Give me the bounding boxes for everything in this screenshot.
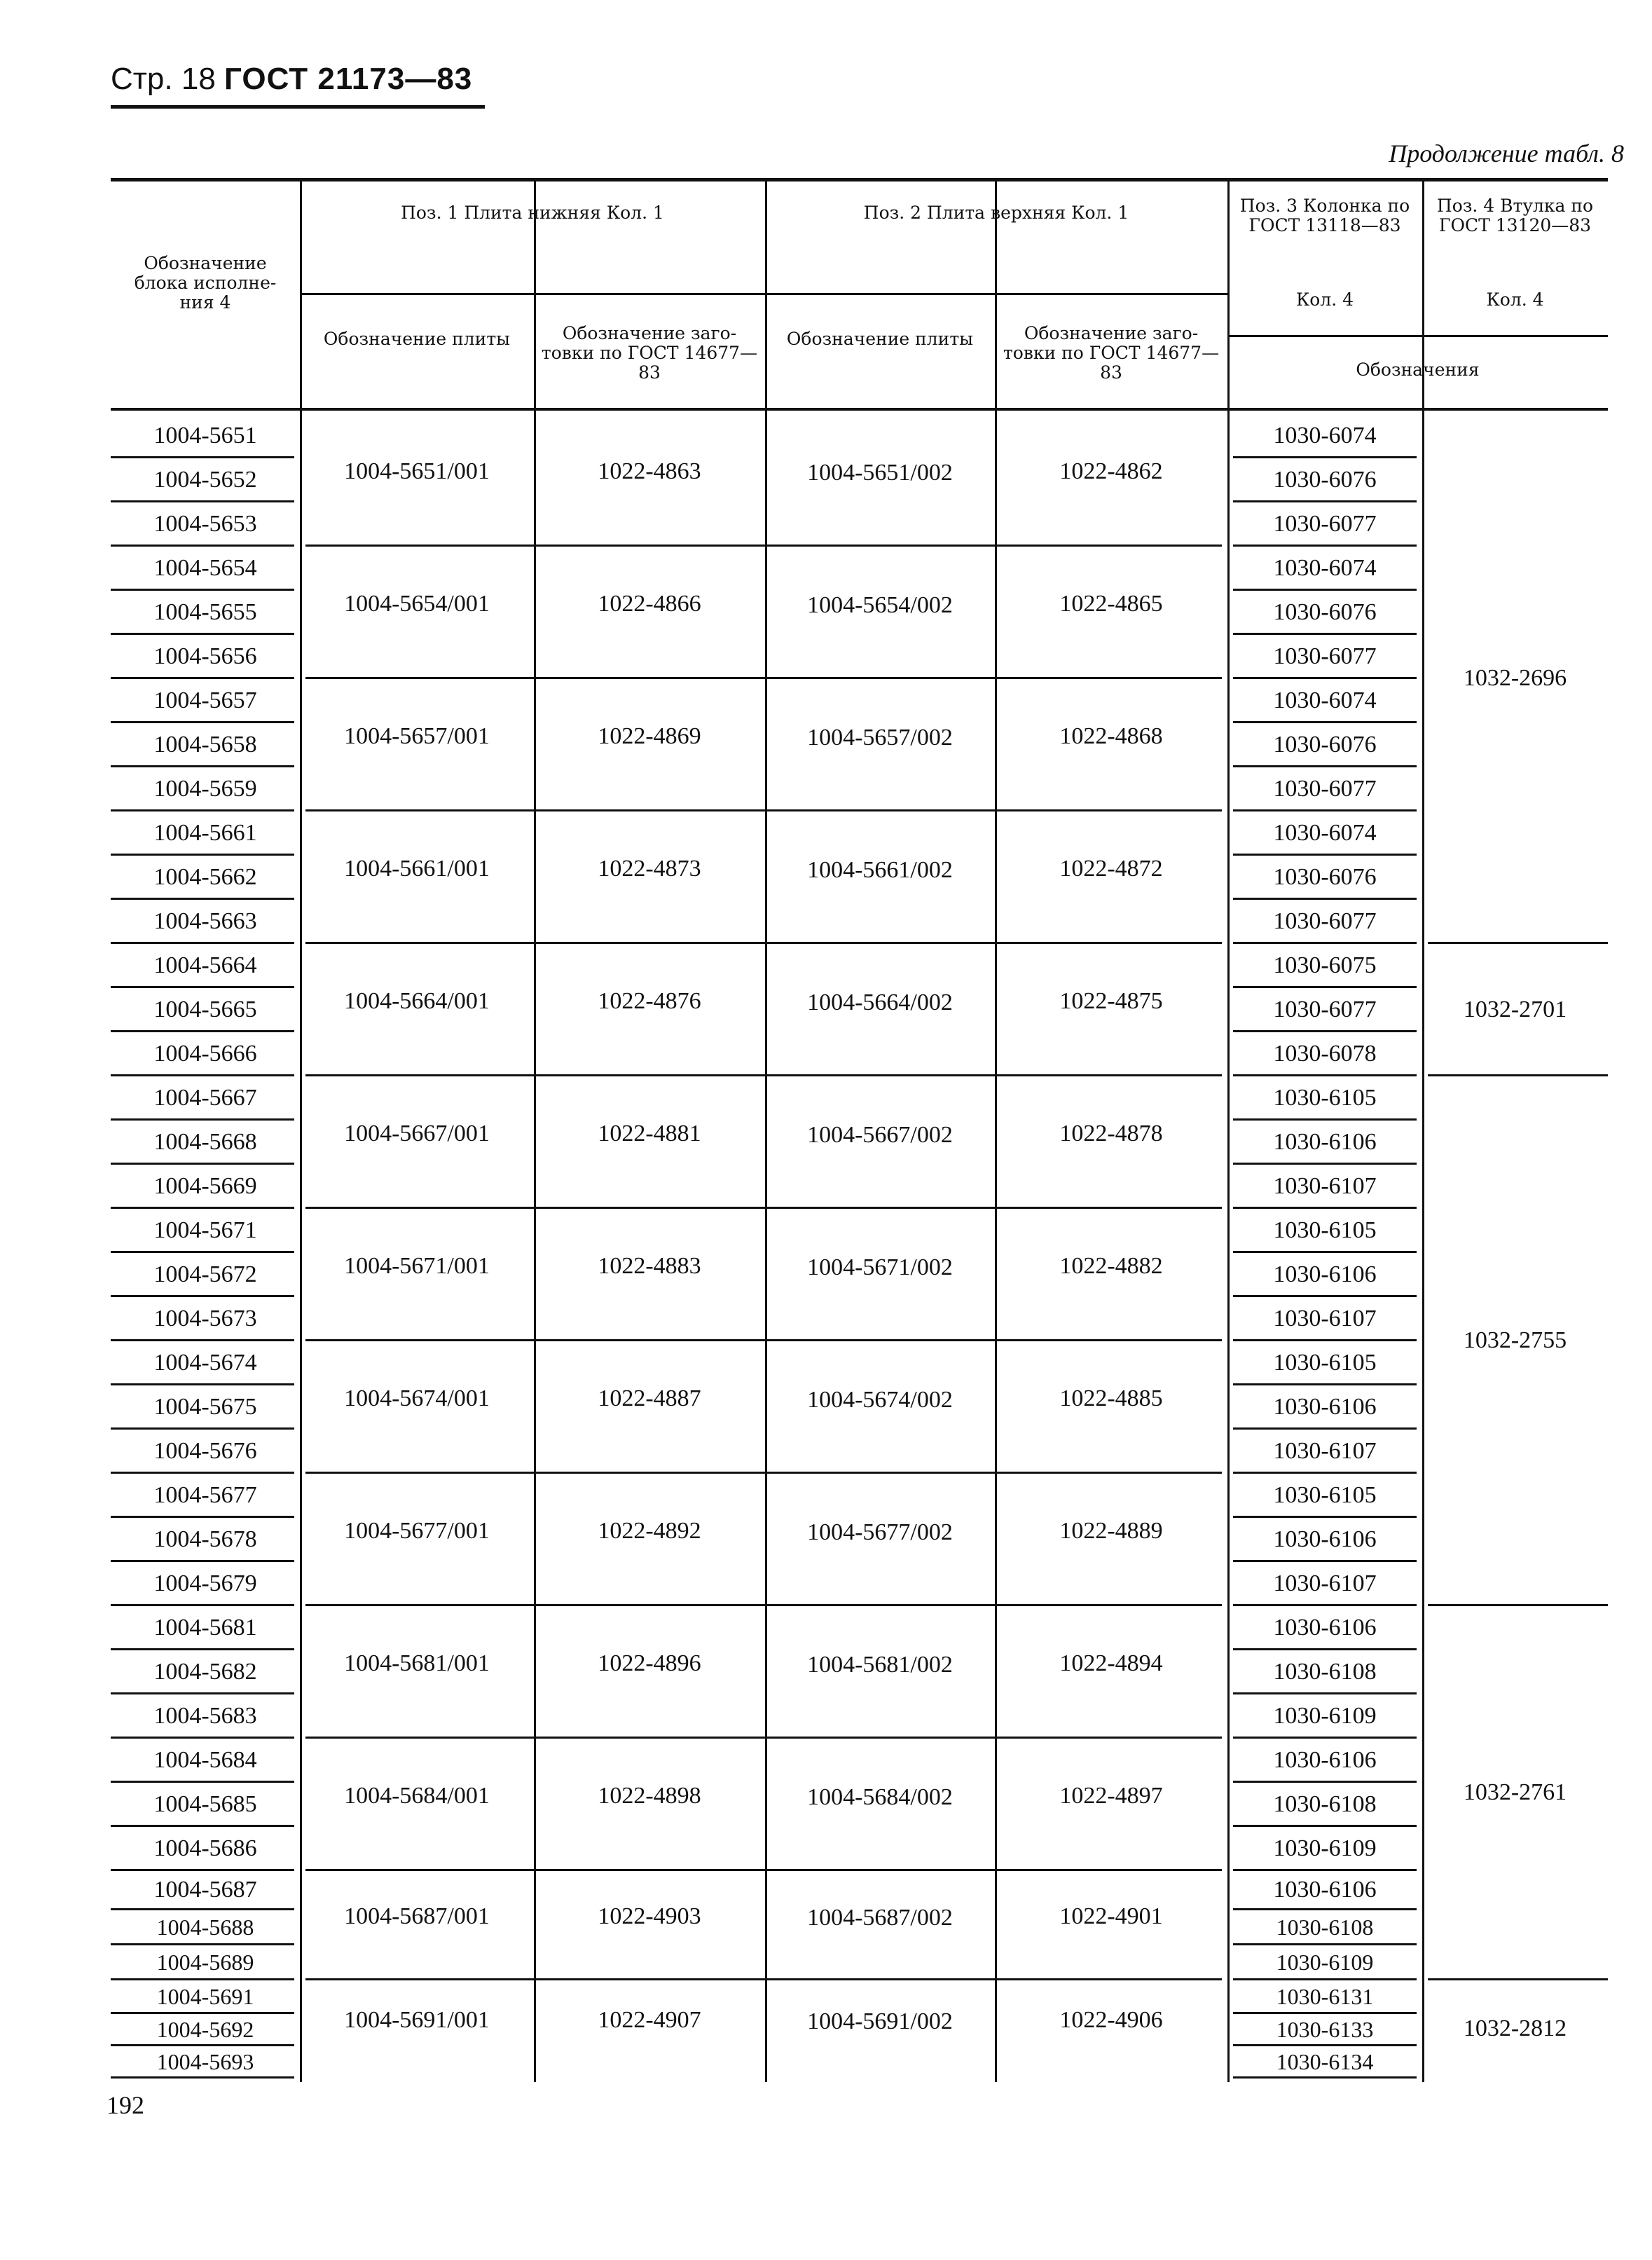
block-designation: 1004-5655 <box>153 598 257 625</box>
block-designation: 1004-5683 <box>153 1702 257 1729</box>
row-rule <box>1233 1781 1417 1783</box>
block-designation: 1004-5686 <box>153 1835 257 1861</box>
row-rule <box>111 942 294 944</box>
header-designations: Обозначения <box>1356 359 1480 380</box>
row-rule <box>111 1692 294 1694</box>
block-designation: 1004-5682 <box>153 1658 257 1685</box>
upper-plate: 1004-5691/002 <box>807 2008 953 2034</box>
lower-blank: 1022-4903 <box>598 1903 701 1929</box>
standard-code: ГОСТ 21173—83 <box>224 62 473 96</box>
row-rule <box>111 589 294 591</box>
row-rule <box>1233 1869 1417 1871</box>
column-designation: 1030-6077 <box>1273 775 1377 802</box>
lower-blank: 1022-4881 <box>598 1120 701 1146</box>
row-rule <box>111 500 294 502</box>
block-designation: 1004-5661 <box>153 819 257 846</box>
lower-blank: 1022-4873 <box>598 855 701 882</box>
column-designation: 1030-6133 <box>1276 2017 1374 2042</box>
upper-blank: 1022-4872 <box>1059 855 1163 882</box>
row-rule <box>1233 1604 1417 1606</box>
column-designation: 1030-6106 <box>1273 1261 1377 1287</box>
row-rule <box>1233 500 1417 502</box>
bushing-rule <box>1428 1978 1608 1980</box>
row-rule <box>1233 721 1417 723</box>
group-rule <box>305 1472 1222 1474</box>
row-rule <box>111 2044 294 2046</box>
row-rule <box>111 677 294 679</box>
block-designation: 1004-5677 <box>153 1481 257 1508</box>
bushing-designation: 1032-2812 <box>1463 2015 1567 2041</box>
block-designation: 1004-5662 <box>153 863 257 890</box>
block-designation: 1004-5669 <box>153 1172 257 1199</box>
row-rule <box>1233 456 1417 458</box>
row-rule <box>111 809 294 811</box>
row-rule <box>111 1383 294 1385</box>
block-designation: 1004-5659 <box>153 775 257 802</box>
group-rule <box>305 677 1222 679</box>
bushing-designation: 1032-2761 <box>1463 1779 1567 1805</box>
lower-plate: 1004-5691/001 <box>344 2007 490 2033</box>
row-rule <box>111 2076 294 2078</box>
block-designation: 1004-5653 <box>153 510 257 537</box>
header-middle-rule <box>300 293 1227 295</box>
row-rule <box>111 1339 294 1341</box>
upper-blank: 1022-4865 <box>1059 590 1163 617</box>
lower-blank: 1022-4866 <box>598 590 701 617</box>
column-designation: 1030-6107 <box>1273 1570 1377 1596</box>
row-rule <box>111 1118 294 1121</box>
row-rule <box>1233 1825 1417 1827</box>
row-rule <box>111 1074 294 1076</box>
upper-plate: 1004-5674/002 <box>807 1386 953 1413</box>
row-rule <box>1233 1295 1417 1297</box>
row-rule <box>1233 589 1417 591</box>
block-designation: 1004-5685 <box>153 1790 257 1817</box>
row-rule <box>1233 1943 1417 1945</box>
row-rule <box>111 1648 294 1650</box>
block-designation: 1004-5656 <box>153 643 257 669</box>
table-top-rule <box>111 178 1608 182</box>
row-rule <box>111 1163 294 1165</box>
header-lower-blank: Обозначение заго- товки по ГОСТ 14677—83 <box>541 323 758 383</box>
bushing-rule <box>1428 942 1608 944</box>
row-rule <box>1233 1472 1417 1474</box>
upper-blank: 1022-4894 <box>1059 1650 1163 1676</box>
group-rule <box>305 1074 1222 1076</box>
row-rule <box>111 1251 294 1253</box>
upper-blank: 1022-4878 <box>1059 1120 1163 1146</box>
row-rule <box>111 1207 294 1209</box>
lower-blank: 1022-4887 <box>598 1385 701 1411</box>
row-rule <box>111 1908 294 1910</box>
block-designation: 1004-5672 <box>153 1261 257 1287</box>
lower-blank: 1022-4869 <box>598 722 701 749</box>
row-rule <box>1233 1074 1417 1076</box>
upper-plate: 1004-5684/002 <box>807 1783 953 1810</box>
column-designation: 1030-6105 <box>1273 1349 1377 1376</box>
column-designation: 1030-6107 <box>1273 1305 1377 1331</box>
upper-plate: 1004-5667/002 <box>807 1121 953 1148</box>
lower-blank: 1022-4892 <box>598 1517 701 1544</box>
group-rule <box>305 1207 1222 1209</box>
row-rule <box>111 1943 294 1945</box>
row-rule <box>111 1781 294 1783</box>
row-rule <box>1233 545 1417 547</box>
column-designation: 1030-6076 <box>1273 731 1377 758</box>
column-designation: 1030-6109 <box>1273 1702 1377 1729</box>
column-designation: 1030-6131 <box>1276 1984 1374 2009</box>
lower-blank: 1022-4883 <box>598 1252 701 1279</box>
row-rule <box>111 1978 294 1980</box>
upper-plate: 1004-5657/002 <box>807 724 953 751</box>
header-pos4-qty: Кол. 4 <box>1486 289 1544 310</box>
row-rule <box>1233 1648 1417 1650</box>
row-rule <box>1233 1163 1417 1165</box>
column-designation: 1030-6108 <box>1273 1790 1377 1817</box>
block-designation: 1004-5665 <box>153 996 257 1022</box>
lower-plate: 1004-5677/001 <box>344 1517 490 1544</box>
upper-plate: 1004-5677/002 <box>807 1519 953 1545</box>
block-designation: 1004-5663 <box>153 908 257 934</box>
row-rule <box>111 1030 294 1032</box>
column-designation: 1030-6076 <box>1273 863 1377 890</box>
column-designation: 1030-6076 <box>1273 598 1377 625</box>
lower-plate: 1004-5664/001 <box>344 987 490 1014</box>
lower-plate: 1004-5657/001 <box>344 722 490 749</box>
page-label: Стр. 18 <box>111 62 216 96</box>
row-rule <box>111 1516 294 1518</box>
lower-plate: 1004-5684/001 <box>344 1782 490 1809</box>
upper-blank: 1022-4875 <box>1059 987 1163 1014</box>
block-designation: 1004-5664 <box>153 952 257 978</box>
bushing-designation: 1032-2701 <box>1463 996 1567 1022</box>
upper-blank: 1022-4901 <box>1059 1903 1163 1929</box>
page-number: 192 <box>106 2091 144 2119</box>
lower-blank: 1022-4876 <box>598 987 701 1014</box>
column-designation: 1030-6076 <box>1273 466 1377 493</box>
row-rule <box>1233 986 1417 988</box>
row-rule <box>1233 1383 1417 1385</box>
upper-blank: 1022-4862 <box>1059 458 1163 484</box>
upper-plate: 1004-5654/002 <box>807 591 953 618</box>
block-designation: 1004-5688 <box>156 1915 254 1940</box>
header-pos1: Поз. 1 Плита нижняя Кол. 1 <box>401 203 664 223</box>
row-rule <box>1233 898 1417 900</box>
block-designation: 1004-5652 <box>153 466 257 493</box>
column-designation: 1030-6107 <box>1273 1437 1377 1464</box>
column-designation: 1030-6074 <box>1273 819 1377 846</box>
header-lower-plate: Обозначение плиты <box>323 329 511 349</box>
column-designation: 1030-6107 <box>1273 1172 1377 1199</box>
lower-blank: 1022-4896 <box>598 1650 701 1676</box>
row-rule <box>111 765 294 767</box>
block-designation: 1004-5673 <box>153 1305 257 1331</box>
row-rule <box>1233 1251 1417 1253</box>
block-designation: 1004-5651 <box>153 422 257 448</box>
column-designation: 1030-6109 <box>1276 1950 1374 1975</box>
column-designation: 1030-6106 <box>1273 1128 1377 1155</box>
lower-plate: 1004-5687/001 <box>344 1903 490 1929</box>
column-designation: 1030-6106 <box>1273 1746 1377 1773</box>
row-rule <box>111 1825 294 1827</box>
column-designation: 1030-6106 <box>1273 1877 1377 1903</box>
column-designation: 1030-6105 <box>1273 1084 1377 1111</box>
lower-plate: 1004-5674/001 <box>344 1385 490 1411</box>
header-pos4: Поз. 4 Втулка по ГОСТ 13120—83 <box>1436 196 1594 235</box>
row-rule <box>1233 854 1417 856</box>
lower-plate: 1004-5671/001 <box>344 1252 490 1279</box>
row-rule <box>1233 765 1417 767</box>
column-designation: 1030-6105 <box>1273 1481 1377 1508</box>
row-rule <box>1233 1427 1417 1430</box>
row-rule <box>111 456 294 458</box>
column-designation: 1030-6109 <box>1273 1835 1377 1861</box>
upper-plate: 1004-5671/002 <box>807 1254 953 1280</box>
row-rule <box>111 898 294 900</box>
block-designation: 1004-5671 <box>153 1217 257 1243</box>
block-designation: 1004-5676 <box>153 1437 257 1464</box>
row-rule <box>111 1869 294 1871</box>
row-rule <box>111 2012 294 2014</box>
upper-blank: 1022-4897 <box>1059 1782 1163 1809</box>
row-rule <box>1233 1978 1417 1980</box>
row-rule <box>111 1427 294 1430</box>
header-pos3-qty: Кол. 4 <box>1295 289 1354 310</box>
column-designation: 1030-6108 <box>1276 1915 1374 1940</box>
group-rule <box>305 1737 1222 1739</box>
lower-plate: 1004-5681/001 <box>344 1650 490 1676</box>
lower-plate: 1004-5654/001 <box>344 590 490 617</box>
header-upper-blank: Обозначение заго- товки по ГОСТ 14677—83 <box>1003 323 1220 383</box>
lower-plate: 1004-5651/001 <box>344 458 490 484</box>
group-rule <box>305 1604 1222 1606</box>
header-designations-rule <box>1227 335 1608 337</box>
upper-blank: 1022-4889 <box>1059 1517 1163 1544</box>
block-designation: 1004-5666 <box>153 1040 257 1067</box>
block-designation: 1004-5691 <box>156 1984 254 2009</box>
block-designation: 1004-5668 <box>153 1128 257 1155</box>
column-designation: 1030-6106 <box>1273 1614 1377 1641</box>
group-rule <box>305 1339 1222 1341</box>
row-rule <box>111 1295 294 1297</box>
upper-plate: 1004-5664/002 <box>807 989 953 1015</box>
block-designation: 1004-5658 <box>153 731 257 758</box>
row-rule <box>111 545 294 547</box>
column-designation: 1030-6078 <box>1273 1040 1377 1067</box>
row-rule <box>1233 942 1417 944</box>
column-designation: 1030-6077 <box>1273 643 1377 669</box>
upper-plate: 1004-5651/002 <box>807 459 953 486</box>
row-rule <box>111 1560 294 1562</box>
row-rule <box>1233 1118 1417 1121</box>
bushing-rule <box>1428 1074 1608 1076</box>
block-designation: 1004-5679 <box>153 1570 257 1596</box>
column-designation: 1030-6105 <box>1273 1217 1377 1243</box>
lower-blank: 1022-4863 <box>598 458 701 484</box>
row-rule <box>1233 1207 1417 1209</box>
row-rule <box>1233 1737 1417 1739</box>
row-rule <box>1233 2012 1417 2014</box>
column-designation: 1030-6077 <box>1273 510 1377 537</box>
header-bottom-rule <box>111 408 1608 411</box>
row-rule <box>111 986 294 988</box>
row-rule <box>1233 1692 1417 1694</box>
group-rule <box>305 1978 1222 1980</box>
upper-blank: 1022-4882 <box>1059 1252 1163 1279</box>
bushing-designation: 1032-2755 <box>1463 1327 1567 1353</box>
group-rule <box>305 1869 1222 1871</box>
upper-blank: 1022-4885 <box>1059 1385 1163 1411</box>
column-designation: 1030-6106 <box>1273 1526 1377 1552</box>
header-pos2: Поз. 2 Плита верхняя Кол. 1 <box>863 203 1129 223</box>
block-designation: 1004-5678 <box>153 1526 257 1552</box>
row-rule <box>1233 1030 1417 1032</box>
row-rule <box>1233 1516 1417 1518</box>
bushing-designation: 1032-2696 <box>1463 665 1567 691</box>
row-rule <box>1233 677 1417 679</box>
row-rule <box>111 633 294 635</box>
upper-blank: 1022-4906 <box>1059 2007 1163 2033</box>
upper-plate: 1004-5681/002 <box>807 1651 953 1678</box>
group-rule <box>305 942 1222 944</box>
header-block-designation: Обозначение блока исполне- ния 4 <box>134 253 277 313</box>
block-designation: 1004-5692 <box>156 2017 254 2042</box>
column-designation: 1030-6074 <box>1273 687 1377 713</box>
group-rule <box>305 545 1222 547</box>
block-designation: 1004-5684 <box>153 1746 257 1773</box>
row-rule <box>111 1737 294 1739</box>
row-rule <box>1233 1560 1417 1562</box>
column-designation: 1030-6077 <box>1273 996 1377 1022</box>
column-designation: 1030-6075 <box>1273 952 1377 978</box>
row-rule <box>1233 1339 1417 1341</box>
lower-blank: 1022-4898 <box>598 1782 701 1809</box>
header-upper-plate: Обозначение плиты <box>786 329 974 349</box>
row-rule <box>111 721 294 723</box>
row-rule <box>1233 633 1417 635</box>
column-designation: 1030-6077 <box>1273 908 1377 934</box>
row-rule <box>111 1472 294 1474</box>
bushing-rule <box>1428 1604 1608 1606</box>
upper-blank: 1022-4868 <box>1059 722 1163 749</box>
block-designation: 1004-5681 <box>153 1614 257 1641</box>
block-designation: 1004-5657 <box>153 687 257 713</box>
row-rule <box>1233 2076 1417 2078</box>
block-designation: 1004-5654 <box>153 554 257 581</box>
upper-plate: 1004-5661/002 <box>807 856 953 883</box>
column-designation: 1030-6134 <box>1276 2049 1374 2074</box>
row-rule <box>111 854 294 856</box>
group-rule <box>305 809 1222 811</box>
column-designation: 1030-6108 <box>1273 1658 1377 1685</box>
continuation-note: Продолжение табл. 8 <box>1389 139 1624 167</box>
header-pos3: Поз. 3 Колонка по ГОСТ 13118—83 <box>1239 196 1410 235</box>
row-rule <box>1233 809 1417 811</box>
lower-plate: 1004-5661/001 <box>344 855 490 882</box>
column-designation: 1030-6106 <box>1273 1393 1377 1420</box>
column-designation: 1030-6074 <box>1273 554 1377 581</box>
row-rule <box>1233 2044 1417 2046</box>
lower-plate: 1004-5667/001 <box>344 1120 490 1146</box>
upper-plate: 1004-5687/002 <box>807 1905 953 1931</box>
block-designation: 1004-5667 <box>153 1084 257 1111</box>
block-designation: 1004-5675 <box>153 1393 257 1420</box>
column-designation: 1030-6074 <box>1273 422 1377 448</box>
row-rule <box>111 1604 294 1606</box>
block-designation: 1004-5689 <box>156 1950 254 1975</box>
block-designation: 1004-5693 <box>156 2049 254 2074</box>
block-designation: 1004-5687 <box>153 1877 257 1903</box>
row-rule <box>1233 1908 1417 1910</box>
block-designation: 1004-5674 <box>153 1349 257 1376</box>
lower-blank: 1022-4907 <box>598 2007 701 2033</box>
